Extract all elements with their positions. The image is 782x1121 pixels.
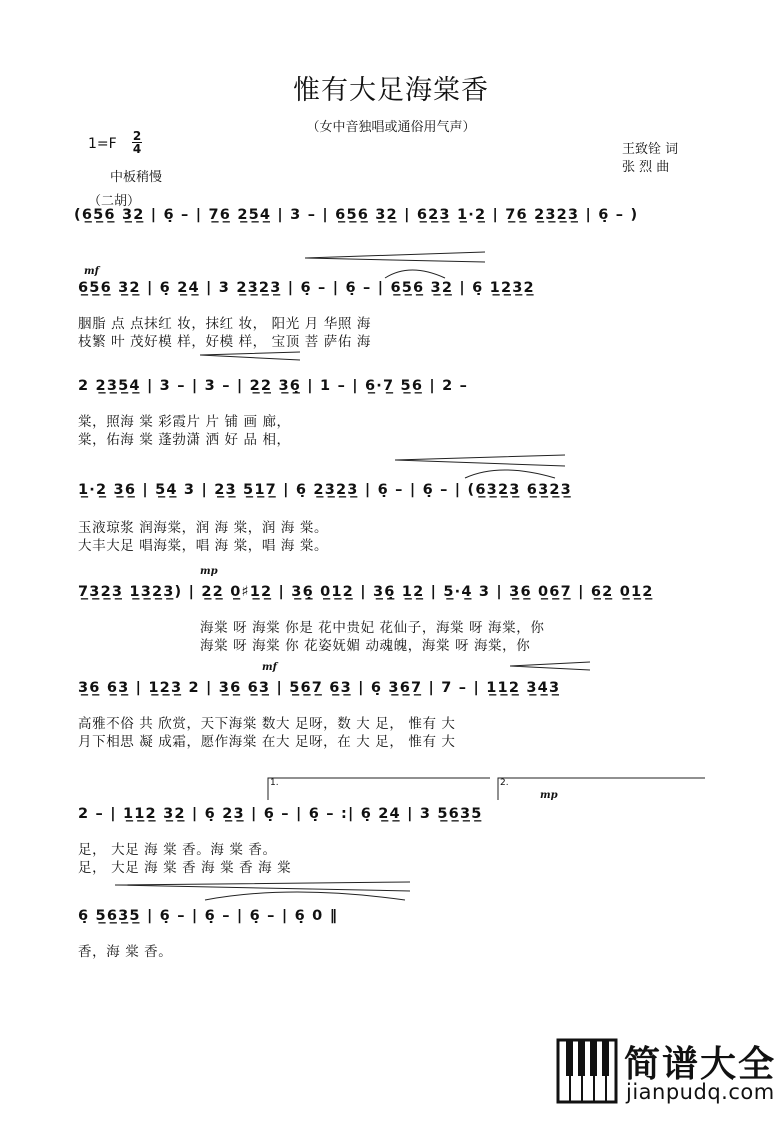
staff-row-8: 6̣ 5̲6̲3̲5̲ | 6̣ – | 6̣ – | 6̣ – | 6̣ 0 ‖ <box>78 908 339 924</box>
page-title: 惟有大足海棠香 <box>293 75 489 106</box>
composer-credit: 张 烈 曲 <box>622 160 670 175</box>
lyric-row-4-verse-1: 玉液琼浆 润海棠，润 海 棠，润 海 棠。 <box>78 520 329 536</box>
lyric-row-5-verse-1: 海棠 呀 海棠 你是 花中贵妃 花仙子，海棠 呀 海棠，你 <box>200 620 545 636</box>
dynamic-mark-row-5: mp <box>200 566 218 577</box>
lyric-row-6-verse-1: 高雅不俗 共 欣赏，天下海棠 数大 足呀，数 大 足， 惟有 大 <box>78 716 456 732</box>
crescendo-hairpin <box>510 662 590 670</box>
tie <box>205 892 405 900</box>
instrument-label: （二胡） <box>88 194 141 209</box>
volta-bracket-2 <box>498 778 705 800</box>
volta-bracket-1 <box>268 778 490 800</box>
decrescendo-hairpin <box>115 882 410 891</box>
staff-row-1: (6̲5̲6̲ 3̲2̲ | 6̣ – | 7̲6̲ 2̲5̲4̲ | 3 – | 6̲5̲6̲ 3̲2̲ | 6̲2̲3̲ 1̲·2̲ | 7̲6̲ 2̲3̲2̲3̲ | 6̣ – ) <box>74 207 639 223</box>
lyric-row-3-verse-1: 棠，照海 棠 彩霞片 片 铺 画 廊， <box>78 414 291 430</box>
crescendo-hairpin <box>305 252 485 262</box>
tie <box>465 470 555 478</box>
crescendo-hairpin <box>395 455 565 466</box>
logo-name: 简谱大全 <box>624 1044 777 1085</box>
volta-first: 1. <box>270 778 279 788</box>
staff-row-2: 6̲5̲6̲ 3̲2̲ | 6̣ 2̲4̲ | 3 2̲3̲2̲3̲ | 6̣ – | 6̣ – | 6̲5̲6̲ 3̲2̲ | 6̣ 1̲2̲3̲2̲ <box>78 280 535 296</box>
lyric-row-2-verse-2: 枝繁 叶 茂好模 样，好模 样， 宝顶 菩 萨佑 海 <box>78 334 371 350</box>
logo-url[interactable]: jianpudq.com <box>626 1080 775 1104</box>
subtitle: （女中音独唱或通俗用气声） <box>306 120 476 135</box>
tempo-marking: 中板稍慢 <box>110 170 163 185</box>
lyric-row-7-verse-1: 足， 大足 海 棠 香。海 棠 香。 <box>78 842 277 858</box>
time-bottom: 4 <box>132 142 142 156</box>
key-label: 1=F <box>88 136 117 152</box>
lyric-row-7-verse-2: 足， 大足 海 棠 香 海 棠 香 海 棠 <box>78 860 292 876</box>
lyricist-credit: 王致铨 词 <box>622 142 679 157</box>
lyric-row-4-verse-2: 大丰大足 唱海棠，唱 海 棠，唱 海 棠。 <box>78 538 329 554</box>
dynamic-mark-row-7: mp <box>540 790 558 801</box>
lyric-row-6-verse-2: 月下相思 凝 成霜，愿作海棠 在大 足呀，在 大 足， 惟有 大 <box>78 734 456 750</box>
volta-second: 2. <box>500 778 509 788</box>
tie <box>385 270 445 278</box>
staff-row-4: 1̲·2̲ 3̲6̲ | 5̲4̲ 3 | 2̲3̲ 5̲1̲7̲ | 6̣ 2̲3̲2̲3̲ | 6̣ – | 6̣ – | (6̲3̲2̲3̲ 6̲3̲2̲3̲ <box>78 482 572 498</box>
lyric-row-3-verse-2: 棠，佑海 棠 蓬勃潇 洒 好 品 相， <box>78 432 291 448</box>
staff-row-6: 3̲6̲ 6̲3̲ | 1̲2̲3̲ 2 | 3̲6̲ 6̲3̲ | 5̲6̲7̲ 6̲3̲ | 6̣ 3̲6̲7̲ | 7 – | 1̲1̲2̲ 3̲4̲3̲ <box>78 680 561 696</box>
lyric-row-8-verse-1: 香，海 棠 香。 <box>78 944 173 960</box>
dynamic-mark-row-6: mf <box>262 662 277 673</box>
time-top: 2 <box>132 129 142 143</box>
piano-keys-icon <box>556 1036 620 1106</box>
dynamic-mark-row-2: mf <box>84 266 99 277</box>
staff-row-5: 7̲3̲2̲3̲ 1̲3̲2̲3̲) | 2̲2̲ 0̲♯1̲2̲ | 3̲6̣̲ 0̲1̲2̲ | 3̲6̣̲ 1̲2̲ | 5̲·4̲ 3 | 3̲6̲ 0̲6̲7̲ | 6̲2̲ 0̲1̲2̲ <box>78 584 654 600</box>
lyric-row-2-verse-1: 胭脂 点 点抹红 妆，抹红 妆， 阳光 月 华照 海 <box>78 316 371 332</box>
lyric-row-5-verse-2: 海棠 呀 海棠 你 花姿妩媚 动魂魄，海棠 呀 海棠，你 <box>200 638 531 654</box>
decrescendo-hairpin <box>200 352 300 360</box>
staff-row-7: 2 – | 1̲1̲2̲ 3̲2̲ | 6̣ 2̲3̲ | 6̣ – | 6̣ – :| 6̣ 2̲4̲ | 3 5̲6̲3̲5̲ <box>78 806 483 822</box>
staff-row-3: 2 2̲3̲5̲4̲ | 3 – | 3 – | 2̲2̲ 3̲6̣̲ | 1 – | 6̲·7̲ 5̲6̲ | 2 – <box>78 378 469 394</box>
